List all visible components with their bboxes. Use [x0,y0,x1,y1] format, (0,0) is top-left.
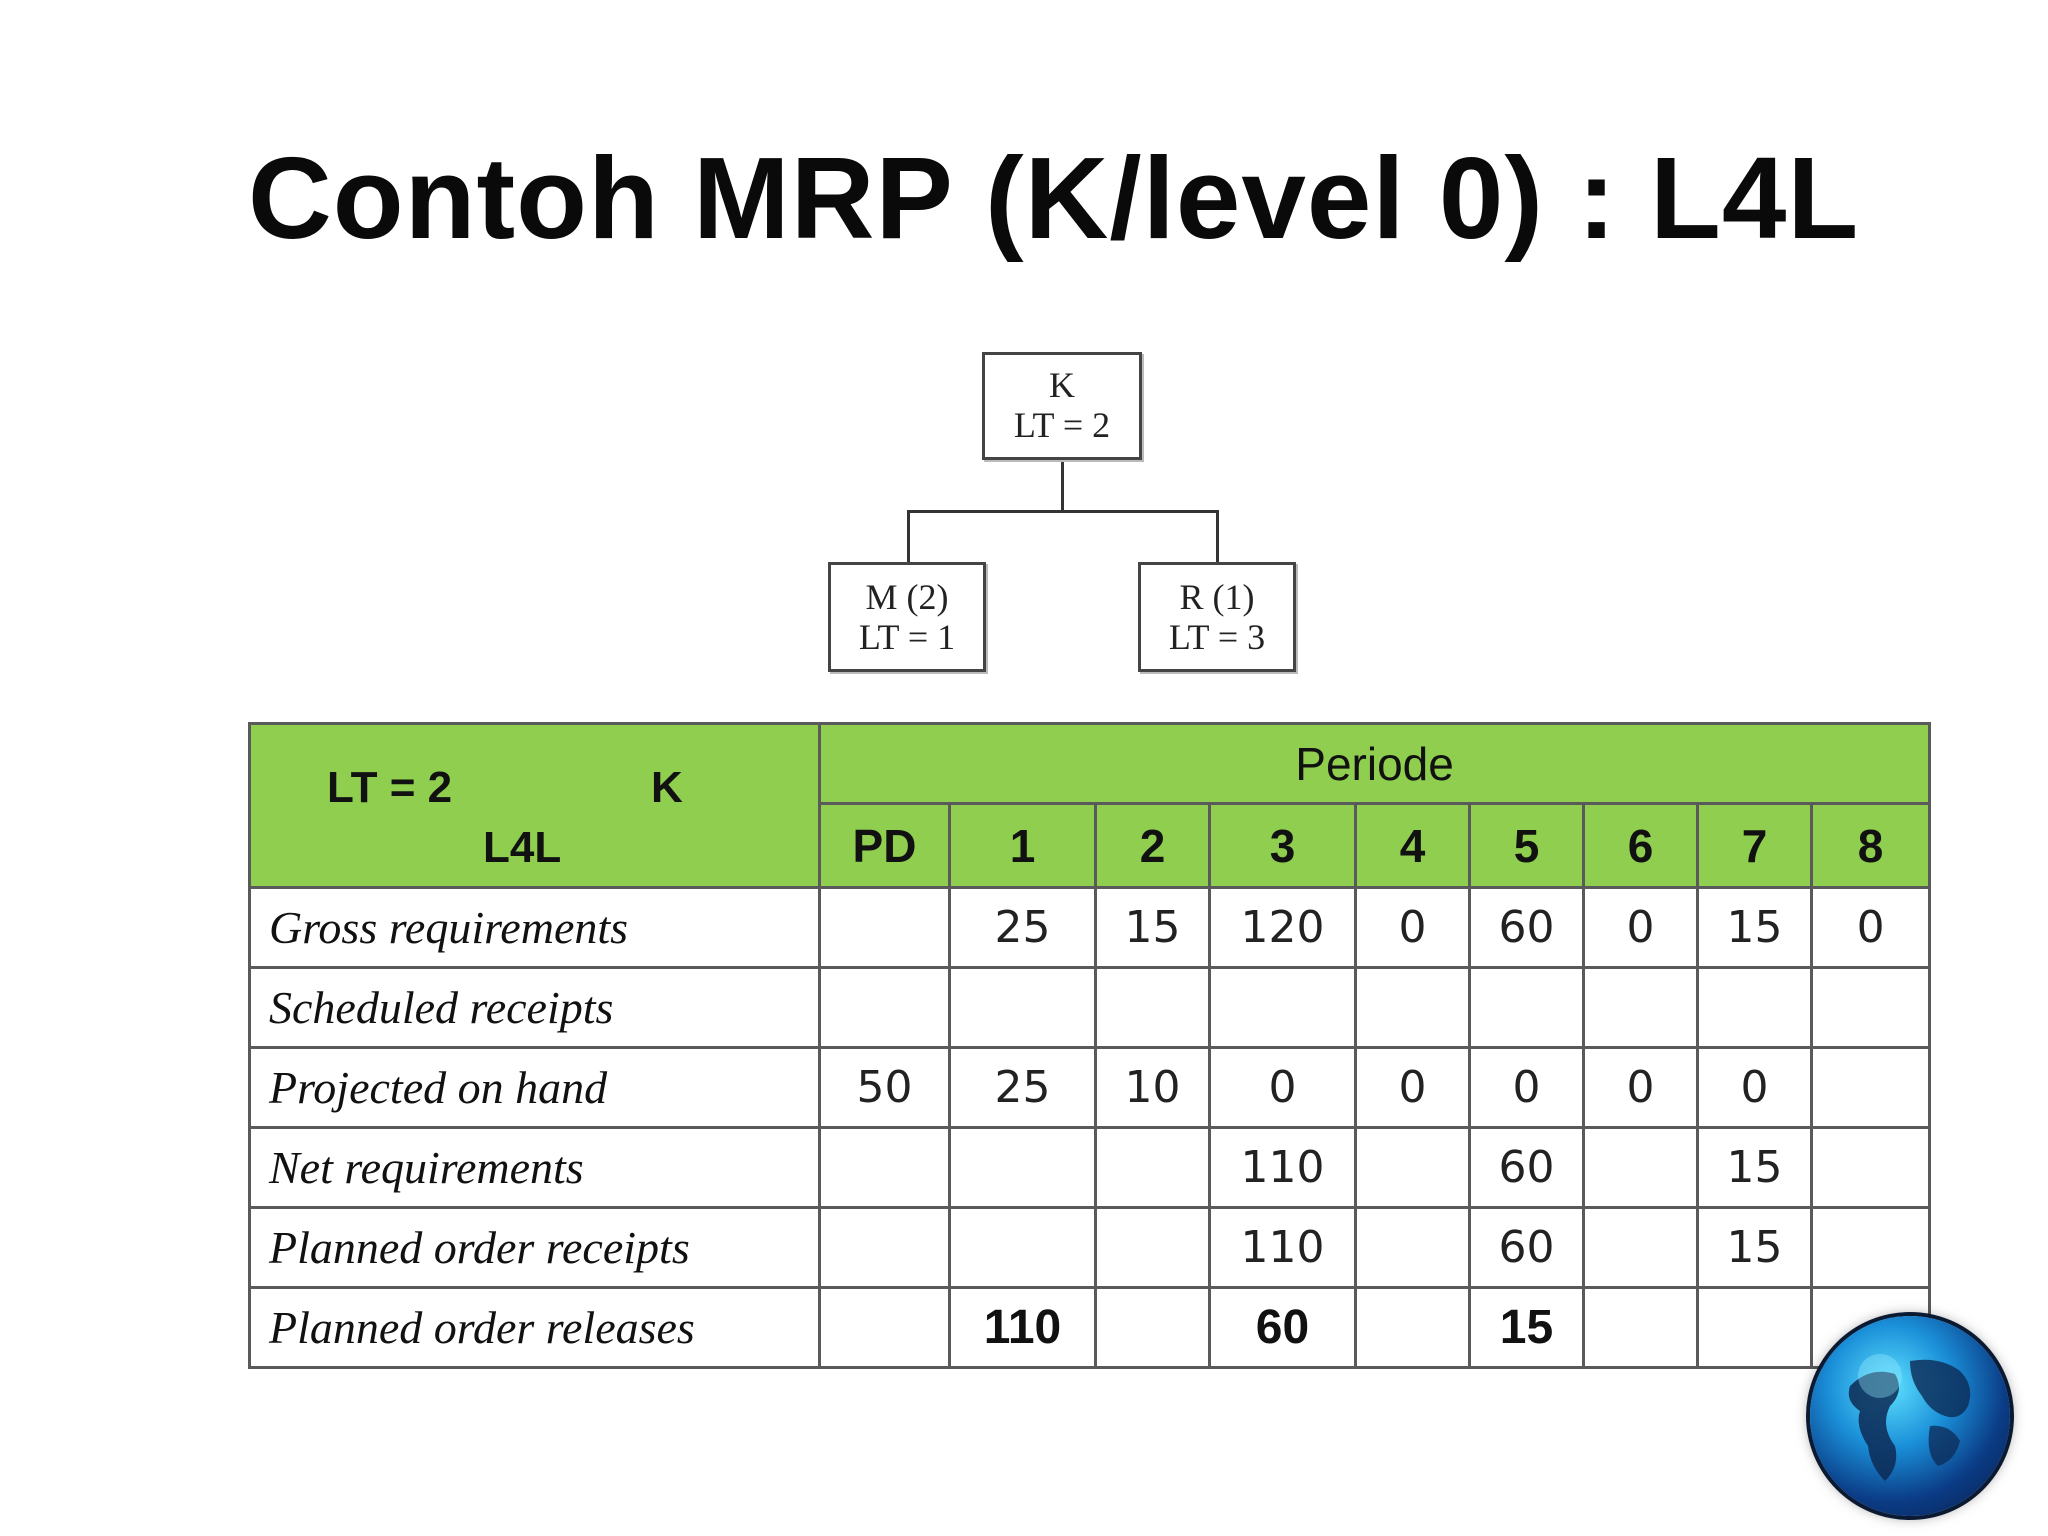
table-cell [1096,1128,1210,1208]
table-cell [1096,1288,1210,1368]
table-cell [1812,1048,1930,1128]
table-cell [820,968,950,1048]
tree-node-k [982,352,1142,460]
table-cell [1698,968,1812,1048]
table-cell: 15 [1470,1288,1584,1368]
period-column-header: 3 [1210,804,1356,888]
table-cell: 0 [1812,888,1930,968]
product-structure-tree [0,0,2048,700]
table-cell [1356,1288,1470,1368]
table-cell [1584,1288,1698,1368]
tree-connector [1216,510,1219,564]
table-cell [1210,968,1356,1048]
table-cell [1470,968,1584,1048]
period-header: Periode [820,724,1930,804]
table-cell: 60 [1470,888,1584,968]
table-cell [1698,1288,1812,1368]
node-label: M (2) [865,577,949,617]
table-cell [820,888,950,968]
table-cell: 15 [1096,888,1210,968]
period-column-header: 5 [1470,804,1584,888]
table-cell [1096,1208,1210,1288]
period-column-header: 2 [1096,804,1210,888]
tree-connector [907,510,1219,513]
table-cell [1584,1128,1698,1208]
row-label: Gross requirements [250,888,820,968]
table-cell: 110 [950,1288,1096,1368]
table-row [250,968,1930,1048]
table-cell [1584,1208,1698,1288]
table-row [250,888,1930,968]
period-column-header: 1 [950,804,1096,888]
node-lead-time: LT = 3 [1168,617,1266,657]
table-cell [950,968,1096,1048]
table-cell: 0 [1356,888,1470,968]
period-column-header: 6 [1584,804,1698,888]
table-cell: 0 [1584,1048,1698,1128]
table-cell [1356,968,1470,1048]
row-label: Planned order releases [250,1288,820,1368]
table-cell: 50 [820,1048,950,1128]
row-label: Planned order receipts [250,1208,820,1288]
table-cell [1812,1128,1930,1208]
table-cell: 15 [1698,1208,1812,1288]
table-cell: 110 [1210,1128,1356,1208]
table-cell: 0 [1584,888,1698,968]
node-lead-time: LT = 1 [858,617,956,657]
table-cell [1356,1208,1470,1288]
node-label: K [1049,365,1075,405]
table-cell [820,1288,950,1368]
table-cell: 0 [1210,1048,1356,1128]
mrp-table [248,722,1931,1369]
table-corner [250,724,820,888]
tree-connector [907,510,910,564]
row-label: Scheduled receipts [250,968,820,1048]
row-label: Projected on hand [250,1048,820,1128]
period-column-header: 8 [1812,804,1930,888]
period-column-header: PD [820,804,950,888]
table-cell [1584,968,1698,1048]
table-cell: 25 [950,888,1096,968]
corner-lot-policy: L4L [483,823,562,872]
table-row [250,1128,1930,1208]
globe-icon [1810,1316,2010,1516]
table-cell: 0 [1470,1048,1584,1128]
table-row [250,1288,1930,1368]
table-cell [820,1128,950,1208]
table-row [250,1048,1930,1128]
tree-connector [1061,460,1064,512]
table-cell: 110 [1210,1208,1356,1288]
table-row [250,1208,1930,1288]
table-cell [950,1208,1096,1288]
table-cell [1096,968,1210,1048]
table-cell: 0 [1698,1048,1812,1128]
corner-lead-time: LT = 2 [327,763,453,812]
node-label: R (1) [1179,577,1255,617]
table-cell [1812,1208,1930,1288]
table-cell: 15 [1698,888,1812,968]
tree-node-m [828,562,986,672]
table-cell: 10 [1096,1048,1210,1128]
table-cell: 60 [1210,1288,1356,1368]
table-cell: 120 [1210,888,1356,968]
period-column-header: 4 [1356,804,1470,888]
node-lead-time: LT = 2 [1013,405,1111,445]
table-cell: 25 [950,1048,1096,1128]
table-cell [950,1128,1096,1208]
table-cell: 15 [1698,1128,1812,1208]
row-label: Net requirements [250,1128,820,1208]
tree-node-r [1138,562,1296,672]
slide-title: Contoh MRP (K/level 0) : L4L [248,133,1860,263]
table-cell: 0 [1356,1048,1470,1128]
table-cell: 60 [1470,1208,1584,1288]
table-cell [820,1208,950,1288]
corner-item: K [651,763,683,812]
table-cell: 60 [1470,1128,1584,1208]
table-cell [1812,968,1930,1048]
table-cell [1356,1128,1470,1208]
period-column-header: 7 [1698,804,1812,888]
